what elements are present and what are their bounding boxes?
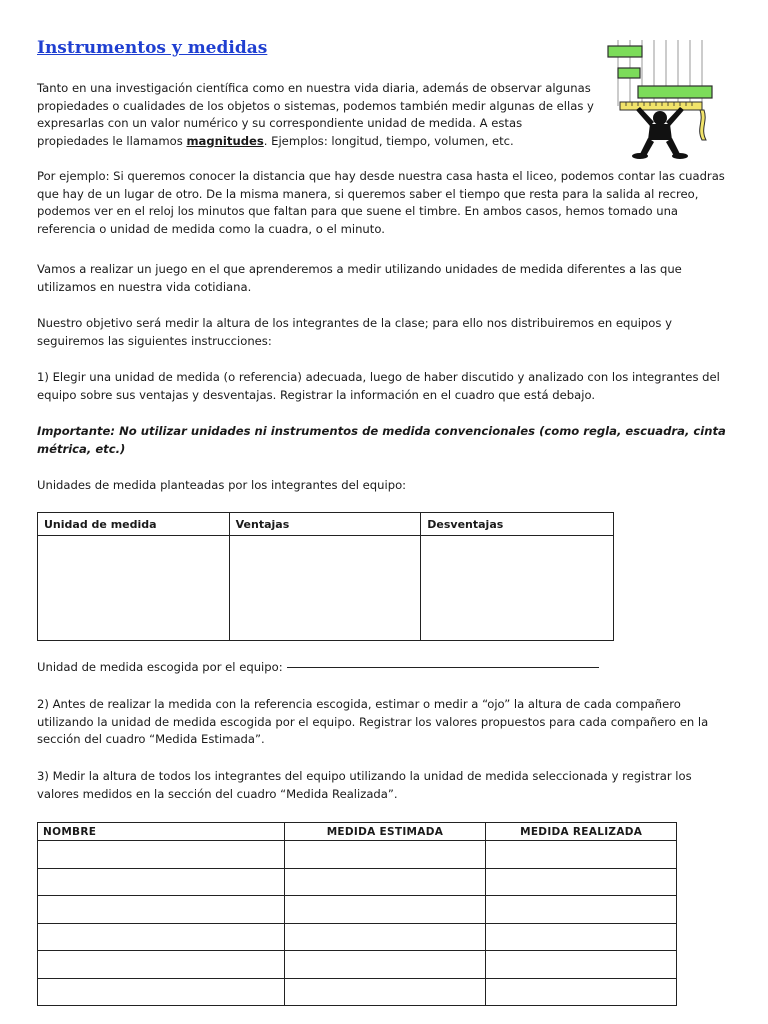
table-row [38,841,677,869]
units-table-row [38,536,614,641]
measured-cell[interactable] [486,896,677,924]
objective-paragraph: Nuestro objetivo será medir la altura de los integrantes de la clase; para ello nos distribuiremos en equipos y seguiremos las siguientes instrucciones: [37,316,672,348]
table-row [38,868,677,896]
estimated-cell[interactable] [284,923,486,951]
name-cell[interactable] [38,951,285,979]
measurement-table-header-row [38,823,677,841]
measured-cell[interactable] [486,868,677,896]
measuring-person-illustration [600,36,720,160]
table-row [38,923,677,951]
name-cell[interactable] [38,896,285,924]
units-cell-unit[interactable] [38,536,230,641]
chosen-unit-line [37,659,731,677]
units-table [37,512,614,641]
header-medida-realizada: MEDIDA REALIZADA [486,823,677,841]
units-table-header-row [38,513,614,536]
step-1-instruction: 1) Elegir una unidad de medida (o referencia) adecuada, luego de haber discutido y analizado con los integrantes del equipo sobre sus ventajas y desventajas. Registrar la información en el cuadro que está debajo. [37,370,720,402]
magnitudes-keyword: magnitudes [186,133,264,148]
estimated-cell[interactable] [284,896,486,924]
estimated-cell[interactable] [284,868,486,896]
name-cell[interactable] [38,923,285,951]
intro-text-end: . Ejemplos: longitud, tiempo, volumen, etc. [263,133,514,148]
measured-cell[interactable] [486,841,677,869]
name-cell[interactable] [38,868,285,896]
table-row [38,978,677,1006]
header-medida-estimada: MEDIDA ESTIMADA [284,823,486,841]
units-header-unit: Unidad de medida [38,513,230,536]
table-row [38,951,677,979]
measurement-table [37,822,677,1006]
units-proposed-label: Unidades de medida planteadas por los integrantes del equipo: [37,478,407,492]
units-cell-disadvantages[interactable] [421,536,614,641]
name-cell[interactable] [38,841,285,869]
estimated-cell[interactable] [284,841,486,869]
estimated-cell[interactable] [284,951,486,979]
step-3-instruction: 3) Medir la altura de todos los integrantes del equipo utilizando la unidad de medida seleccionada y registrar los valores medidos en la sección del cuadro “Medida Realizada”. [37,769,692,801]
header-nombre: NOMBRE [38,823,285,841]
measured-cell[interactable] [486,923,677,951]
step-2-instruction: 2) Antes de realizar la medida con la referencia escogida, estimar o medir a “ojo” la altura de cada compañero utilizando la unidad de medida escogida por el equipo. Registrar los valores propuestos para cada compañero en la sección del cuadro “Medida Estimada”. [37,697,709,746]
intro-paragraph [37,80,597,150]
example-paragraph: Por ejemplo: Si queremos conocer la distancia que hay desde nuestra casa hasta el liceo, podemos contar las cuadras que hay de un lugar de otro. De la misma manera, si queremos saber el tiempo que resta para la salida al recreo, podemos ver en el reloj los minutos que faltan para que suene el timbre. En ambos casos, hemos tomado una referencia o unidad de medida como la cuadra, o el minuto. [37,169,725,236]
units-header-advantages: Ventajas [229,513,421,536]
measured-cell[interactable] [486,951,677,979]
page-title: Instrumentos y medidas [37,38,268,58]
units-cell-advantages[interactable] [229,536,421,641]
game-paragraph: Vamos a realizar un juego en el que aprenderemos a medir utilizando unidades de medida diferentes a las que utilizamos en nuestra vida cotidiana. [37,262,682,294]
chosen-unit-label: Unidad de medida escogida por el equipo: [37,660,283,674]
chosen-unit-blank[interactable] [287,667,599,668]
important-note: Importante: No utilizar unidades ni instrumentos de medida convencionales (como regla, escuadra, cinta métrica, etc.) [37,424,726,456]
intro-text-start: Tanto en una investigación científica como en nuestra vida diaria, además de observar algunas propiedades o cualidades de los objetos o sistemas, podemos también medir algunas de ellas y expresarlas con un valor numérico y su correspondiente unidad de medida. A estas propiedades le llamamos [37,81,594,148]
table-row [38,896,677,924]
name-cell[interactable] [38,978,285,1006]
measured-cell[interactable] [486,978,677,1006]
estimated-cell[interactable] [284,978,486,1006]
units-header-disadvantages: Desventajas [421,513,614,536]
